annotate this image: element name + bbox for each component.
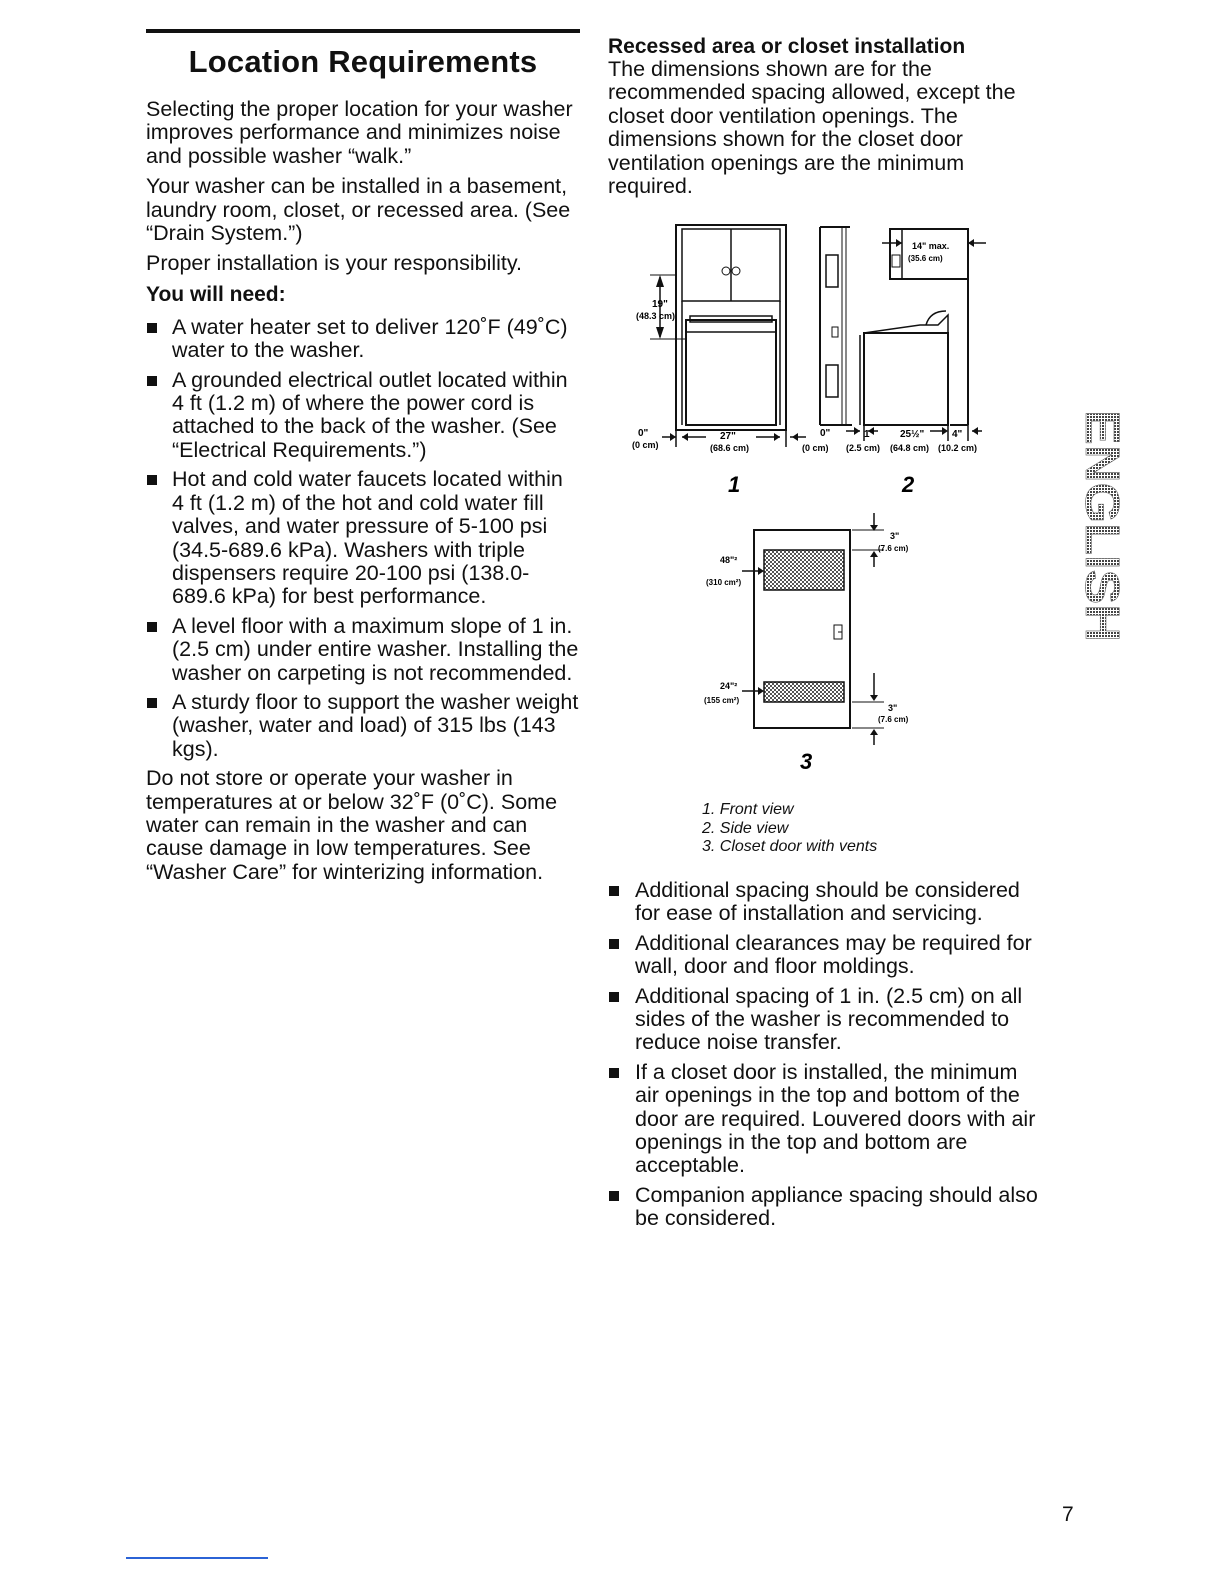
list-item: Additional spacing should be considered for ease of installation and servicing. [608,879,1038,926]
dim-1-cm-label: (2.5 cm) [846,443,881,453]
dim-0b-label: 0" [820,428,831,439]
list-item: If a closet door is installed, the minimum air openings in the top and bottom of the door are required. Louvered doors with air openings in the top and bottom are acceptable. [608,1061,1038,1178]
dim-0a-label: 0" [638,428,649,439]
caption-closet-door: 3. Closet door with vents [702,838,878,855]
dim-3a-label: 3" [890,531,900,541]
list-item: Hot and cold water faucets located within 4 ft (1.2 m) of the hot and cold water fill valves, and water pressure of 5-100 psi (34.5-689.6 kPa). Washers with triple dispensers require 20-100 psi (138.0-689.6 kPa) for best performance. [146,468,580,608]
right-column-bullets [608,879,1038,1237]
page-number: 7 [1062,1503,1074,1526]
bullet-square-icon [147,622,157,632]
figure-number-1: 1 [728,472,741,497]
caption-side-view: 2. Side view [702,819,789,837]
dim-19-label: 19" [652,299,668,310]
dim-14-label: 14" max. [912,241,950,251]
dim-3b-label: 3" [888,703,898,713]
storage-temperature-paragraph: Do not store or operate your washer in temperatures at or below 32˚F (0˚C). Some water can remain in the washer and can cause damage in low temperatures. See “Washer Care” for winterizing information. [146,766,558,884]
dim-25-cm-label: (64.8 cm) [890,443,930,453]
title-rule [146,29,580,33]
list-item: Companion appliance spacing should also be considered. [608,1184,1038,1231]
list-item: A grounded electrical outlet located within 4 ft (1.2 m) of where the power cord is attached to the back of the washer. (See “Electrical Requirements.”) [146,369,580,463]
bullet-square-icon [609,886,619,896]
left-column [146,98,580,891]
responsibility-paragraph: Proper installation is your responsibility. [146,251,523,276]
you-will-need-heading: You will need: [146,282,286,306]
bullet-square-icon [147,698,157,708]
bullet-square-icon [609,1068,619,1078]
dim-25-label: 25½" [900,429,925,440]
dim-24-cm-label: (155 cm²) [704,696,740,705]
intro-paragraph: Selecting the proper location for your washer improves performance and minimizes noise and possible washer “walk.” [146,97,573,168]
recessed-paragraph: The dimensions shown are for the recommended spacing allowed, except the closet door ventilation openings. The dimensions shown for the closet door ventilation openings are the minimum required. [608,57,1016,199]
dim-0b-cm-label: (0 cm) [802,443,829,453]
top-vent [764,550,844,590]
dim-27-cm-label: (68.6 cm) [710,443,750,453]
list-item: Additional spacing of 1 in. (2.5 cm) on all sides of the washer is recommended to reduce noise transfer. [608,985,1038,1055]
requirements-list [146,316,580,761]
front-height-dimension [636,275,686,339]
spacing-notes-list [608,879,1038,1231]
dim-19-cm-label: (48.3 cm) [636,311,676,321]
front-view-diagram [676,225,786,430]
install-location-paragraph: Your washer can be installed in a basement, laundry room, closet, or recessed area. (See “Drain System.”) [146,174,571,246]
right-column-top [608,35,1038,205]
bullet-square-icon [147,475,157,485]
dim-27-label: 27" [720,431,736,442]
dim-1-label: 1" [864,429,875,440]
recessed-installation-heading: Recessed area or closet installation [608,35,966,58]
dim-3b-cm-label: (7.6 cm) [878,715,909,724]
bullet-square-icon [147,323,157,333]
bottom-vent [764,682,844,702]
dim-4-cm-label: (10.2 cm) [938,443,978,453]
caption-front-view: 1. Front view [702,801,794,818]
list-item: Additional clearances may be required for wall, door and floor moldings. [608,932,1038,979]
installation-diagram [620,215,1010,785]
closet-door-diagram [754,530,850,728]
dim-4-label: 4" [952,429,963,440]
list-item: A level floor with a maximum slope of 1 in. (2.5 cm) under entire washer. Installing the washer on carpeting is not recommended. [146,615,580,685]
sidetab-label: ENGLISH [1075,410,1128,624]
dim-48-label: 48"² [720,555,738,565]
bullet-square-icon [609,1191,619,1201]
dim-14-cm-label: (35.6 cm) [908,254,943,263]
closet-vent-dimensions [742,513,884,745]
page-title: Location Requirements [188,44,538,79]
bullet-square-icon [609,992,619,1002]
side-view-diagram [820,227,968,425]
list-item: A water heater set to deliver 120˚F (49˚C) water to the washer. [146,316,580,363]
figure-number-2: 2 [902,472,915,497]
figure-number-3: 3 [800,749,813,774]
footer-rule [126,1557,268,1559]
list-item: A sturdy floor to support the washer weight (washer, water and load) of 315 lbs (143 kgs). [146,691,580,761]
dim-24-label: 24"² [720,681,738,691]
dim-3a-cm-label: (7.6 cm) [878,544,909,553]
dim-48-cm-label: (310 cm²) [706,578,742,587]
figure-captions [702,801,877,857]
dim-0a-cm-label: (0 cm) [632,440,659,450]
bullet-square-icon [147,376,157,386]
bullet-square-icon [609,939,619,949]
language-side-tab [1040,410,1128,645]
